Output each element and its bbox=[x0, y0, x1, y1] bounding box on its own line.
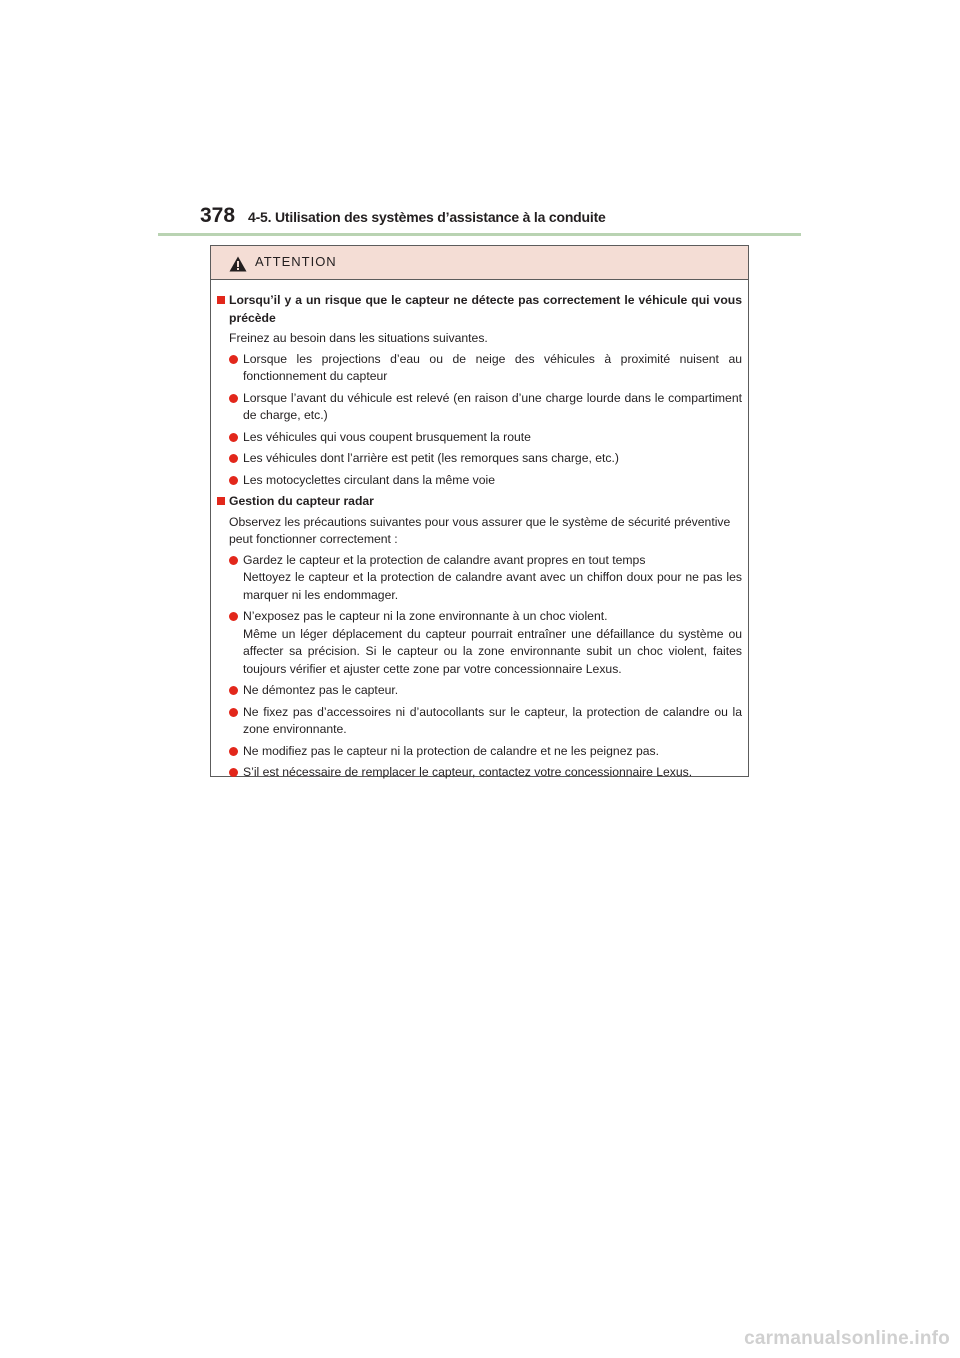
round-bullet-icon bbox=[229, 556, 238, 565]
round-bullet-icon bbox=[229, 708, 238, 717]
square-bullet-icon bbox=[217, 497, 225, 505]
bullet-item bbox=[217, 450, 742, 468]
round-bullet-icon bbox=[229, 686, 238, 695]
bullet-text: Les véhicules dont l’arrière est petit (les remorques sans charge, etc.) bbox=[243, 451, 619, 465]
warning-triangle-icon bbox=[229, 256, 247, 272]
round-bullet-icon bbox=[229, 747, 238, 756]
warning-label: ATTENTION bbox=[255, 254, 337, 269]
bullet-list bbox=[217, 552, 742, 782]
warning-header bbox=[211, 246, 748, 280]
bullet-item bbox=[217, 743, 742, 761]
bullet-text: Ne modifiez pas le capteur ni la protection de calandre et ne les peignez pas. bbox=[243, 743, 659, 758]
bullet-item bbox=[217, 764, 742, 782]
bullet-text: Nettoyez le capteur et la protection de calandre avant avec un chiffon doux pour ne pas les marquer ni les endommager. bbox=[243, 570, 742, 602]
bullet-item bbox=[217, 682, 742, 700]
warning-body bbox=[211, 280, 748, 782]
watermark: carmanualsonline.info bbox=[744, 1328, 950, 1349]
section-heading-text: Gestion du capteur radar bbox=[229, 494, 374, 508]
section-heading bbox=[217, 493, 742, 511]
square-bullet-icon bbox=[217, 296, 225, 304]
warning-section bbox=[217, 292, 742, 489]
bullet-text: N’exposez pas le capteur ni la zone environnante à un choc violent. bbox=[243, 609, 608, 623]
bullet-text: Gardez le capteur et la protection de calandre avant propres en tout temps bbox=[243, 552, 646, 567]
warning-section bbox=[217, 493, 742, 782]
page-header bbox=[200, 204, 800, 236]
round-bullet-icon bbox=[229, 433, 238, 442]
round-bullet-icon bbox=[229, 454, 238, 463]
bullet-item bbox=[217, 552, 742, 605]
section-heading bbox=[217, 292, 742, 327]
warning-box bbox=[210, 245, 749, 777]
section-title: 4-5. Utilisation des systèmes d’assistance à la conduite bbox=[248, 209, 606, 225]
page-number: 378 bbox=[200, 204, 236, 227]
bullet-item bbox=[217, 608, 742, 678]
section-intro: Observez les précautions suivantes pour vous assurer que le système de sécurité préventive peut fonctionner correctement : bbox=[229, 514, 731, 546]
bullet-item bbox=[217, 351, 742, 386]
round-bullet-icon bbox=[229, 394, 238, 403]
bullet-text: Ne démontez pas le capteur. bbox=[243, 683, 399, 697]
round-bullet-icon bbox=[229, 612, 238, 621]
section-heading-text: Lorsqu’il y a un risque que le capteur ne détecte pas correctement le véhicule qui vous précède bbox=[229, 293, 742, 325]
round-bullet-icon bbox=[229, 476, 238, 485]
bullet-item bbox=[217, 429, 742, 447]
bullet-text: Les véhicules qui vous coupent brusquement la route bbox=[243, 429, 531, 444]
bullet-item bbox=[217, 704, 742, 739]
bullet-text: Même un léger déplacement du capteur pourrait entraîner une défaillance du système ou affecter sa précision. Si le capteur ou la zone environnante subit un choc violent, faites toujours vérifier et ajuster cette zone par votre concessionnaire Lexus. bbox=[243, 626, 742, 676]
bullet-list bbox=[217, 351, 742, 490]
section-intro: Freinez au besoin dans les situations suivantes. bbox=[229, 331, 488, 345]
round-bullet-icon bbox=[229, 768, 238, 777]
bullet-item bbox=[217, 472, 742, 490]
bullet-text: Lorsque l’avant du véhicule est relevé (en raison d’une charge lourde dans le compartiment de charge, etc.) bbox=[243, 390, 742, 422]
bullet-text: Ne fixez pas d’accessoires ni d’autocollants sur le capteur, la protection de calandre ou la zone environnante. bbox=[243, 704, 742, 736]
bullet-item bbox=[217, 390, 742, 425]
bullet-text: Lorsque les projections d’eau ou de neige des véhicules à proximité nuisent au fonctionnement du capteur bbox=[243, 351, 742, 383]
header-rule bbox=[158, 233, 801, 236]
round-bullet-icon bbox=[229, 355, 238, 364]
bullet-text: Les motocyclettes circulant dans la même voie bbox=[243, 472, 495, 487]
bullet-text: S’il est nécessaire de remplacer le capteur, contactez votre concessionnaire Lexus. bbox=[243, 765, 693, 779]
